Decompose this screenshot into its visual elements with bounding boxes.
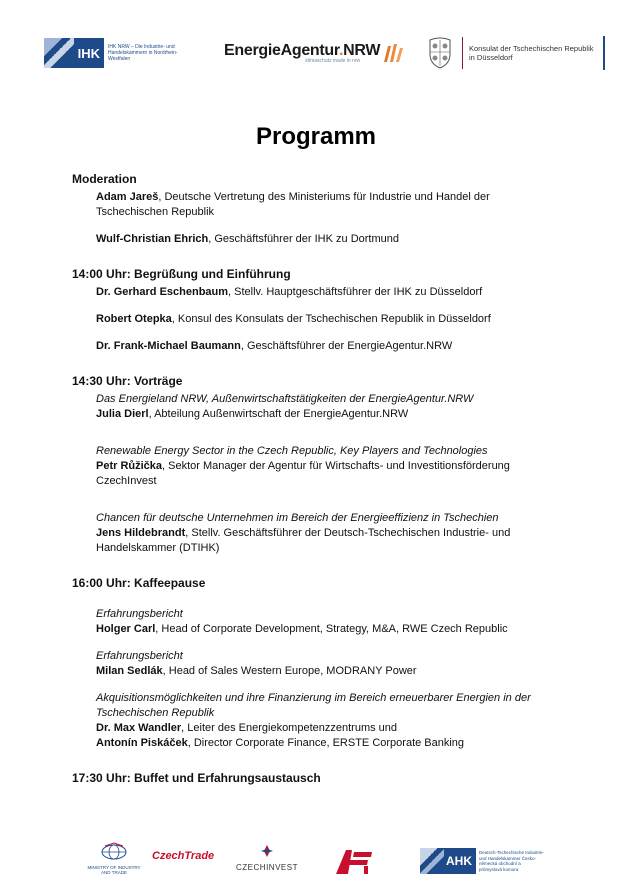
section-begruessung [72, 267, 562, 354]
talk-topic: Chancen für deutsche Unternehmen im Bereich der Energieeffizienz in Tschechien [96, 512, 499, 524]
speaker-role: , Konsul des Konsulats der Tschechischen Republik in Düsseldorf [171, 313, 491, 325]
section-heading: 14:30 Uhr: Vorträge [72, 374, 183, 388]
czech-crest-icon [424, 36, 456, 70]
konsulat-logo [424, 36, 601, 70]
energieagentur-name-part2: NRW [343, 42, 381, 59]
list-item [96, 607, 562, 637]
talk-topic: Erfahrungsbericht [96, 650, 183, 662]
speaker-name: Petr Růžička [96, 460, 163, 472]
czechinvest-mark-icon [257, 844, 277, 858]
speaker-name: Dr. Gerhard Eschenbaum [96, 286, 229, 298]
konsulat-accent-bar [603, 36, 605, 70]
footer-logos [84, 842, 604, 882]
ihk-logo-text: IHK NRW – Die Industrie- und Handelskammern in Nordrhein-Westfalen [108, 44, 178, 62]
list-item [96, 649, 562, 679]
list-item [96, 285, 562, 300]
czechinvest-logo [230, 844, 304, 872]
speaker-role: , Stellv. Geschäftsführer der Deutsch-Tschechischen Industrie- und Handelskammer (DTIHK) [96, 527, 511, 554]
ihk-logo-mark-text: IHK [77, 45, 100, 61]
afi-logo-icon [334, 846, 374, 876]
section-buffet [72, 771, 562, 786]
speaker-role: , Abteilung Außenwirtschaft der EnergieAgentur.NRW [148, 408, 409, 420]
section-kaffeepause [72, 576, 562, 751]
speaker-name: Dr. Max Wandler [96, 722, 182, 734]
list-item [96, 691, 562, 751]
speaker-name: Julia Dierl [96, 408, 149, 420]
ahk-logo-shape-icon [420, 848, 444, 874]
program-content [72, 172, 562, 806]
energieagentur-logo [224, 42, 380, 64]
czechinvest-text: CZECHINVEST [236, 863, 298, 872]
speaker-name: Adam Jareš [96, 191, 159, 203]
ihk-logo-mark [44, 38, 104, 68]
konsulat-text: Konsulat der Tschechischen Republik in Düsseldorf [469, 44, 594, 62]
speaker-name: Milan Sedlák [96, 665, 163, 677]
speaker-role: , Geschäftsführer der EnergieAgentur.NRW [240, 340, 453, 352]
ministry-text: MINISTRY OF INDUSTRY AND TRADE [87, 865, 141, 875]
speaker-name: Holger Carl [96, 623, 156, 635]
speaker-role: , Head of Corporate Development, Strategy, M&A, RWE Czech Republic [155, 623, 508, 635]
speaker-role: , Stellv. Hauptgeschäftsführer der IHK zu Düsseldorf [228, 286, 483, 298]
speaker-role: , Sektor Manager der Agentur für Wirtschafts- und Investitionsförderung CzechInvest [96, 460, 510, 487]
list-item [96, 339, 562, 354]
section-heading: 16:00 Uhr: Kaffeepause [72, 576, 206, 590]
section-heading: 14:00 Uhr: Begrüßung und Einführung [72, 267, 291, 281]
konsulat-divider [462, 37, 463, 69]
speaker-name: Jens Hildebrandt [96, 527, 186, 539]
talk-topic: Renewable Energy Sector in the Czech Republic, Key Players and Technologies [96, 445, 488, 457]
talk-topic: Erfahrungsbericht [96, 608, 183, 620]
speaker-name: Wulf-Christian Ehrich [96, 233, 209, 245]
list-item [96, 312, 562, 327]
list-item [96, 444, 562, 489]
ihk-logo [44, 38, 198, 68]
list-item [96, 392, 562, 422]
speaker-role: , Head of Sales Western Europe, MODRANY Power [162, 665, 417, 677]
energieagentur-tagline: klimaschutz made in nrw [305, 58, 361, 64]
ahk-logo [420, 848, 545, 874]
czechtrade-logo [152, 850, 214, 862]
section-heading: 17:30 Uhr: Buffet und Erfahrungsaustausch [72, 771, 321, 785]
section-heading: Moderation [72, 172, 137, 186]
speaker-name: Dr. Frank-Michael Baumann [96, 340, 241, 352]
ahk-logo-mark-text: AHK [446, 854, 472, 868]
section-moderation [72, 172, 562, 247]
header [0, 0, 632, 90]
energieagentur-name-part1: EnergieAgentur [224, 42, 339, 59]
list-item [96, 511, 562, 556]
czechtrade-text: CzechTrade [152, 850, 215, 862]
energieagentur-bars-icon [382, 42, 406, 62]
speaker-role: , Leiter des Energiekompetenzzentrums und [181, 722, 398, 734]
list-item [96, 232, 562, 247]
energieagentur-name-dot: . [338, 42, 344, 59]
ahk-logo-mark [420, 848, 476, 874]
speaker-name: Antonín Piskáček [96, 737, 188, 749]
ahk-text: Deutsch-Tschechische Industrie- und Handelskammer Česko-německá obchodní a průmyslová komora [479, 850, 545, 872]
ihk-logo-shape-icon [44, 38, 74, 68]
ministry-globe-icon [99, 842, 129, 860]
list-item [96, 190, 562, 220]
talk-topic: Das Energieland NRW, Außenwirtschaftstätigkeiten der EnergieAgentur.NRW [96, 393, 474, 405]
speaker-role: , Geschäftsführer der IHK zu Dortmund [208, 233, 399, 245]
speaker-role: , Director Corporate Finance, ERSTE Corporate Banking [187, 737, 465, 749]
ministry-logo [84, 842, 144, 875]
speaker-name: Robert Otepka [96, 313, 172, 325]
section-vortraege [72, 374, 562, 556]
page-title: Programm [255, 123, 377, 150]
speaker-role: , Deutsche Vertretung des Ministeriums für Industrie und Handel der Tschechischen Republik [96, 191, 490, 218]
talk-topic: Akquisitionsmöglichkeiten und ihre Finanzierung im Bereich erneuerbarer Energien in der Tschechischen Republik [96, 692, 531, 719]
